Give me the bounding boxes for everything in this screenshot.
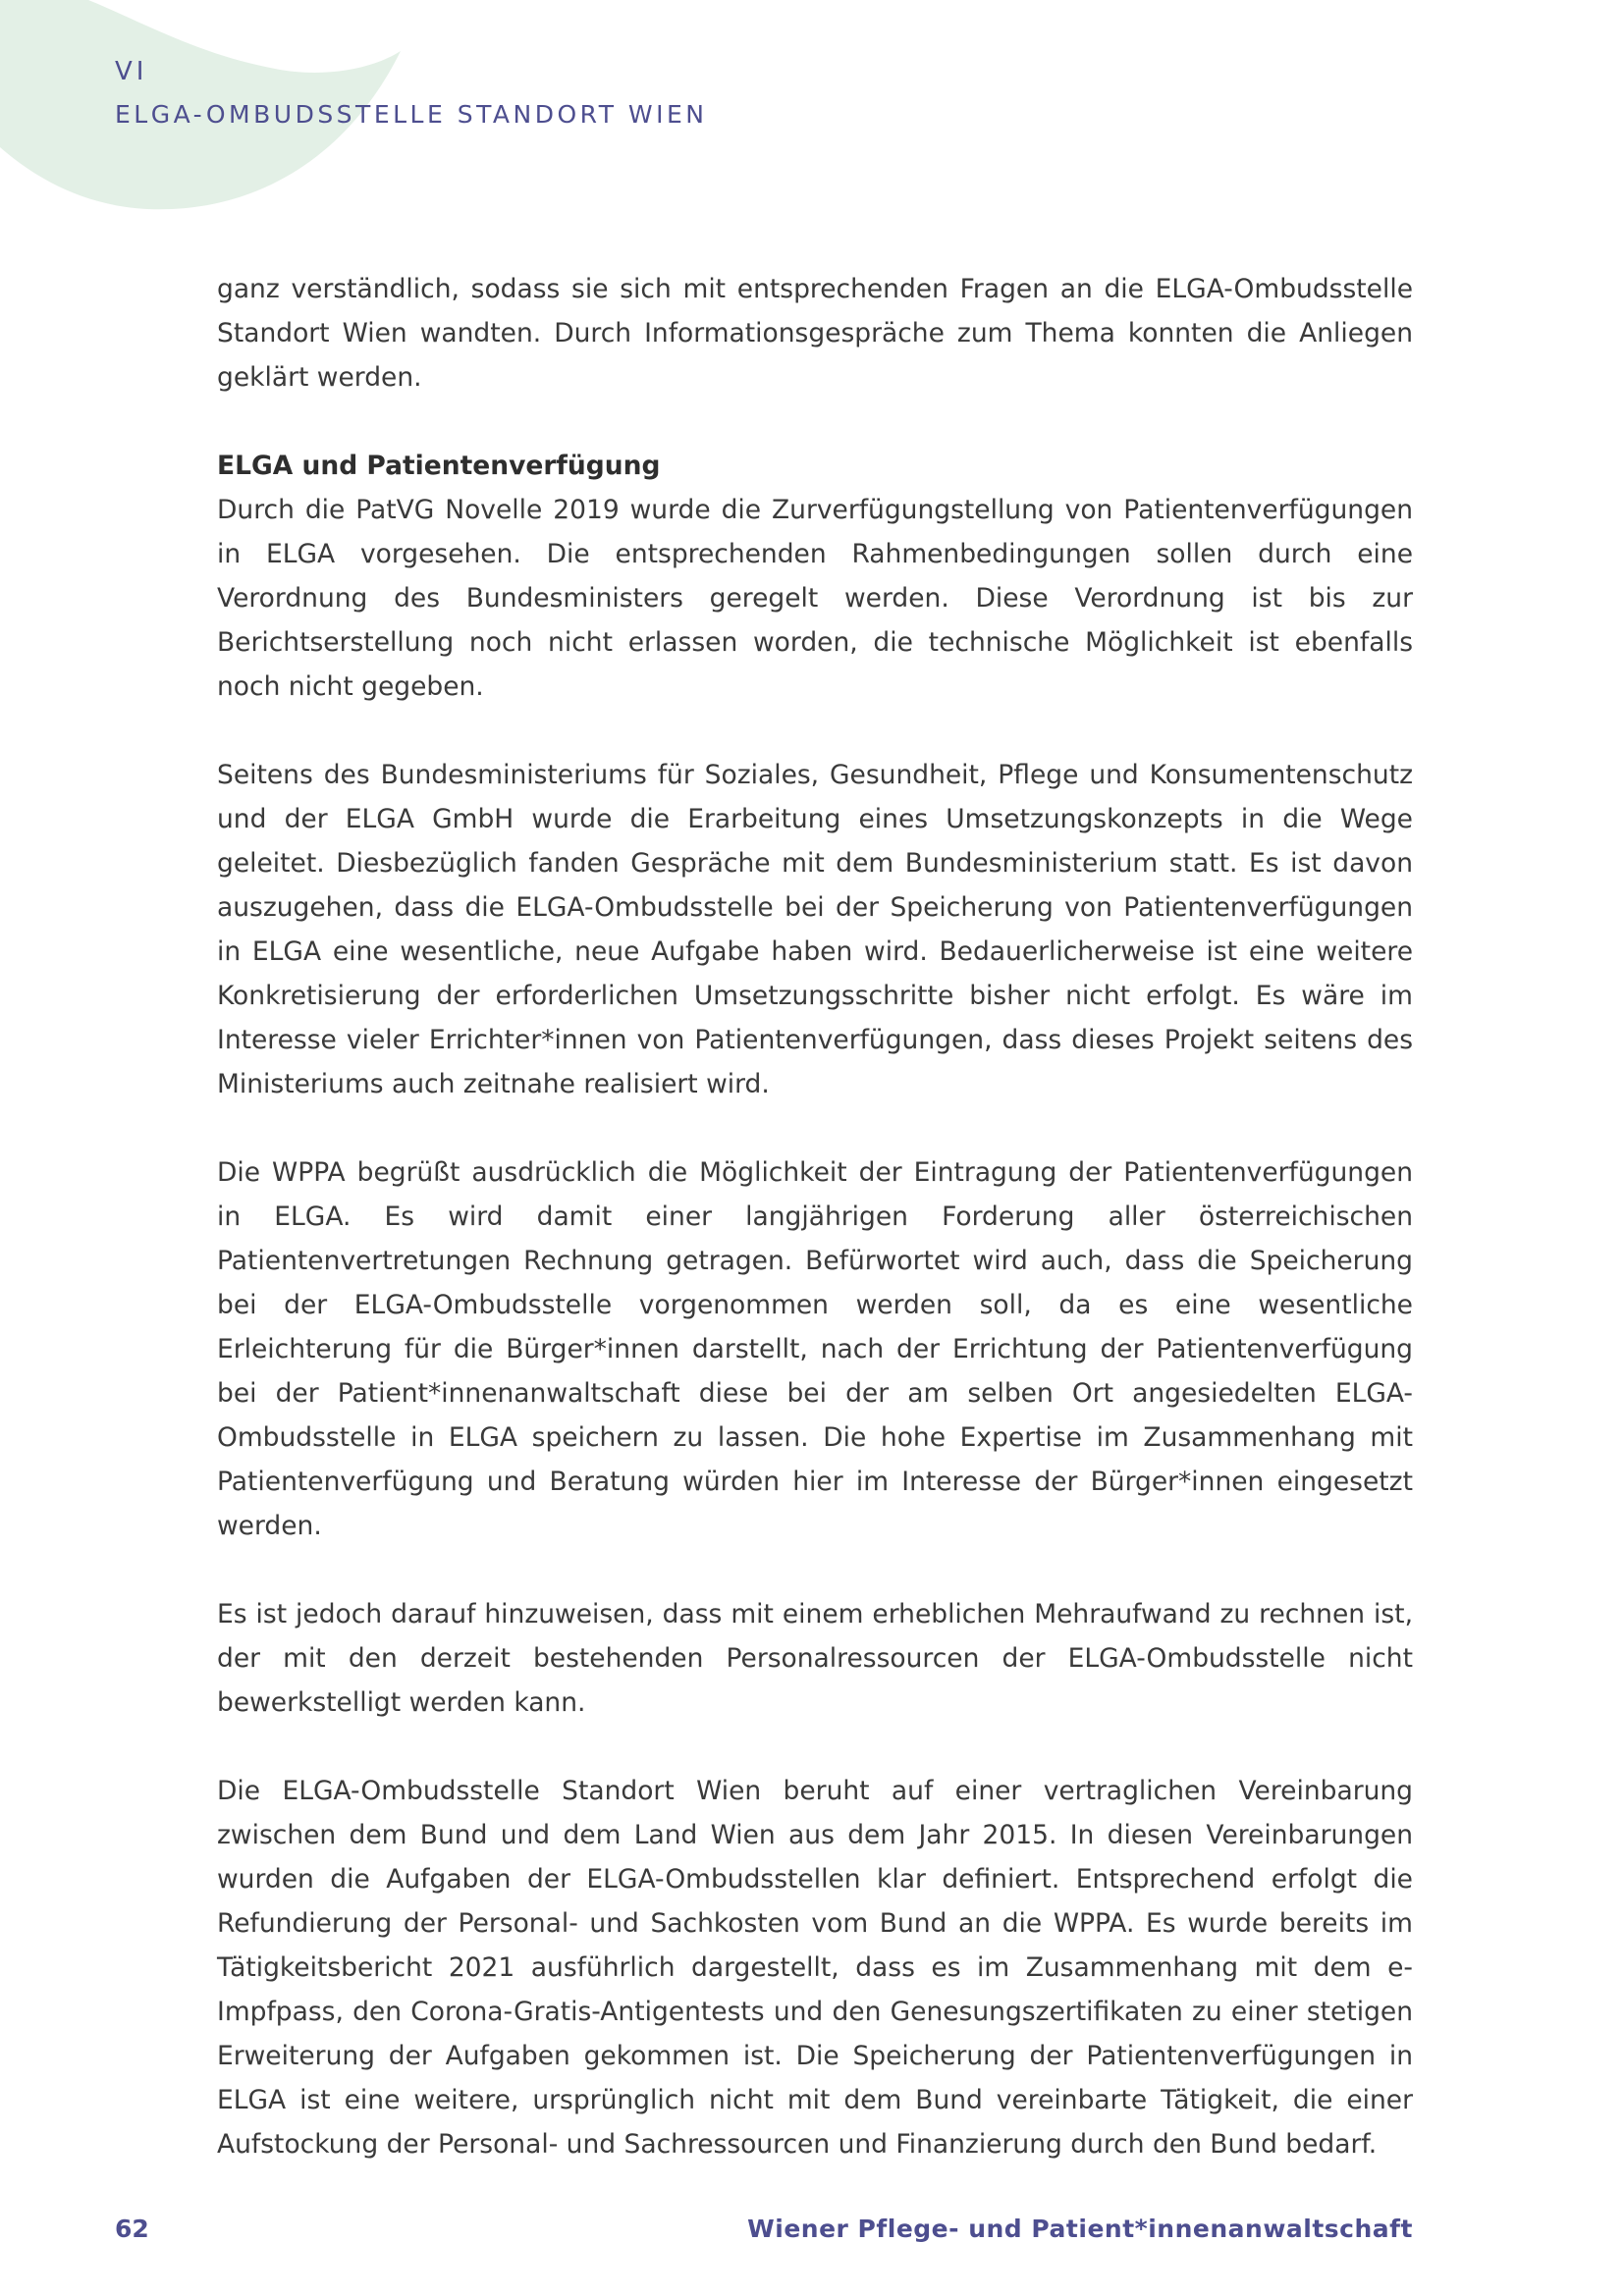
body-paragraph-1: Durch die PatVG Novelle 2019 wurde die Zurverfügungstellung von Patientenverfügungen in ELGA vorgesehen. Die entsprechenden Rahmenbedingungen sollen durch eine Verordnung des Bundesministers geregelt werden. Diese Verordnung ist bis zur Berichtserstellung noch nicht erlassen worden, die technische Möglichkeit ist ebenfalls noch nicht gegeben. [217,495,1413,702]
body-paragraph-5: Die ELGA-Ombudsstelle Standort Wien beruht auf einer vertraglichen Vereinbarung zwischen dem Bund und dem Land Wien aus dem Jahr 2015. In diesen Vereinbarungen wurden die Aufgaben der ELGA-Ombudsstellen klar definiert. Entsprechend erfolgt die Refundierung der Personal- und Sachkosten vom Bund an die WPPA. Es wurde bereits im Tätigkeitsbericht 2021 ausführlich dargestellt, dass es im Zusammenhang mit dem e-Impfpass, den Corona-Gratis-Antigentests und den Genesungszertifikaten zu einer stetigen Erweiterung der Aufgaben gekommen ist. Die Speicherung der Patientenverfügungen in ELGA ist eine weitere, ursprünglich nicht mit dem Bund vereinbarte Tätigkeit, die einer Aufstockung der Personal- und Sachressourcen und Finanzierung durch den Bund bedarf. [217,1776,1413,2160]
publisher-name: Wiener Pflege- und Patient*innenanwaltschaft [747,2215,1413,2243]
main-content [217,267,1413,2211]
chapter-title: ELGA-OMBUDSSTELLE STANDORT WIEN [115,100,708,129]
section-heading: ELGA und Patientenverfügung [217,451,661,481]
intro-paragraph: ganz verständlich, sodass sie sich mit entsprechenden Fragen an die ELGA-Ombudsstelle Standort Wien wandten. Durch Informationsgespräche zum Thema konnten die Anliegen geklärt werden. [217,274,1413,393]
body-paragraph-3: Die WPPA begrüßt ausdrücklich die Möglichkeit der Eintragung der Patientenverfügungen in ELGA. Es wird damit einer langjährigen Forderung aller österreichischen Patientenvertretungen Rechnung getragen. Befürwortet wird auch, dass die Speicherung bei der ELGA-Ombudsstelle vorgenommen werden soll, da es eine wesentliche Erleichterung für die Bürger*innen darstellt, nach der Errichtung der Patientenverfügung bei der Patient*innenanwaltschaft diese bei der am selben Ort angesiedelten ELGA-Ombudsstelle in ELGA speichern zu lassen. Die hohe Expertise im Zusammenhang mit Patientenverfügung und Beratung würden hier im Interesse der Bürger*innen eingesetzt werden. [217,1157,1413,1541]
chapter-number: VI [115,57,148,86]
body-paragraph-4: Es ist jedoch darauf hinzuweisen, dass mit einem erheblichen Mehraufwand zu rechnen ist, der mit den derzeit bestehenden Personalressourcen der ELGA-Ombudsstelle nicht bewerkstelligt werden kann. [217,1599,1413,1718]
body-paragraph-2: Seitens des Bundesministeriums für Soziales, Gesundheit, Pflege und Konsumentenschutz und der ELGA GmbH wurde die Erarbeitung eines Umsetzungskonzepts in die Wege geleitet. Diesbezüglich fanden Gespräche mit dem Bundesministerium statt. Es ist davon auszugehen, dass die ELGA-Ombudsstelle bei der Speicherung von Patientenverfügungen in ELGA eine wesentliche, neue Aufgabe haben wird. Bedauerlicherweise ist eine weitere Konkretisierung der erforderlichen Umsetzungsschritte bisher nicht erfolgt. Es wäre im Interesse vieler Errichter*innen von Patientenverfügungen, dass dieses Projekt seitens des Ministeriums auch zeitnahe realisiert wird. [217,760,1413,1099]
page-number: 62 [115,2215,149,2243]
